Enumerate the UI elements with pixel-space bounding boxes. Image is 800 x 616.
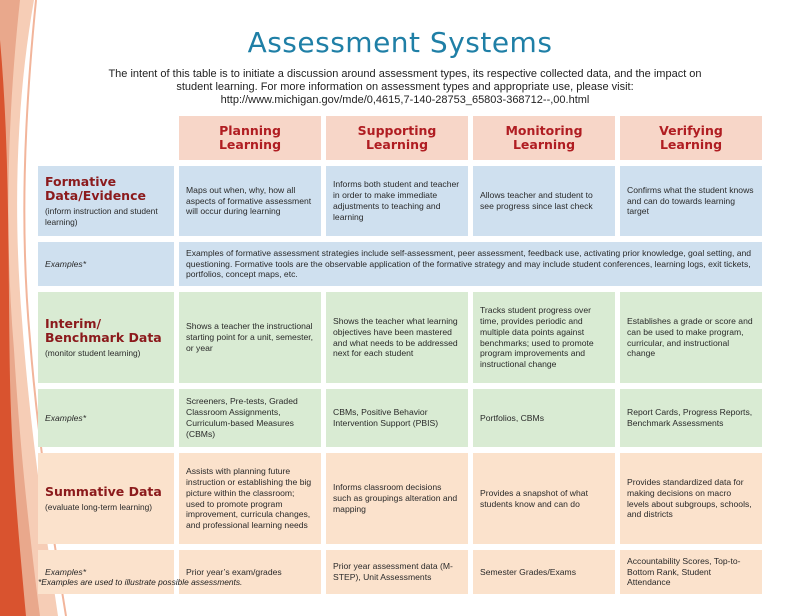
summative-supporting-cell: Informs classroom decisions such as groupings alteration and mapping [326, 453, 468, 544]
column-header-monitoring: Monitoring Learning [473, 116, 615, 160]
row-title: Interim/ Benchmark Data [45, 315, 162, 345]
summative-examples-verifying: Accountability Scores, Top-to-Bottom Rank, Student Attendance [620, 550, 762, 594]
summative-examples-label: Examples* [38, 550, 174, 594]
interim-verifying-cell: Establishes a grade or score and can be used to make program, curricular, and instructional change [620, 292, 762, 383]
interim-planning-cell: Shows a teacher the instructional starting point for a unit, semester, or year [179, 292, 321, 383]
row-header-summative [38, 453, 174, 544]
summative-examples-supporting: Prior year assessment data (M-STEP), Unit Assessments [326, 550, 468, 594]
row-header-interim [38, 292, 174, 383]
header-blank [38, 116, 174, 160]
column-header-verifying: Verifying Learning [620, 116, 762, 160]
column-header-supporting: Supporting Learning [326, 116, 468, 160]
interim-examples-monitoring: Portfolios, CBMs [473, 389, 615, 447]
row-subtitle: (evaluate long-term learning) [45, 501, 153, 512]
intro-text: The intent of this table is to initiate a discussion around assessment types, its respective collected data, and the impact on student learning. For more information on assessment types and appropriate use, please visit: http://www.michigan.gov/mde/0,4615,7-140-28753_65803-368712--,00.html [108, 68, 702, 106]
row-subtitle: (monitor student learning) [45, 347, 141, 358]
footnote: *Examples are used to illustrate possible assessments. [38, 577, 243, 587]
row-subtitle: (inform instruction and student learning) [45, 206, 158, 227]
formative-examples-label: Examples* [38, 242, 174, 286]
formative-monitoring-cell: Allows teacher and student to see progress since last check [473, 166, 615, 236]
page-title: Assessment Systems [247, 26, 553, 59]
interim-monitoring-cell: Tracks student progress over time, provides periodic and multiple data points against benchmarks; used to promote program improvements and instructional change [473, 292, 615, 383]
interim-examples-label: Examples* [38, 389, 174, 447]
summative-verifying-cell: Provides standardized data for making decisions on macro levels about subgroups, schools, and districts [620, 453, 762, 544]
column-header-planning: Planning Learning [179, 116, 321, 160]
row-title: Formative Data/Evidence [45, 174, 146, 203]
summative-examples-monitoring: Semester Grades/Exams [473, 550, 615, 594]
formative-verifying-cell: Confirms what the student knows and can do towards learning target [620, 166, 762, 236]
row-title: Summative Data [45, 483, 162, 499]
row-header-formative [38, 166, 174, 236]
summative-examples-planning: Prior year’s exam/grades [179, 550, 321, 594]
interim-examples-verifying: Report Cards, Progress Reports, Benchmark Assessments [620, 389, 762, 447]
interim-examples-supporting: CBMs, Positive Behavior Intervention Support (PBIS) [326, 389, 468, 447]
interim-examples-planning: Screeners, Pre-tests, Graded Classroom Assignments, Curriculum-based Measures (CBMs) [179, 389, 321, 447]
summative-planning-cell: Assists with planning future instruction or establishing the big picture within the classroom; used to promote program improvement, curricula changes, and professional learning needs [179, 453, 321, 544]
formative-planning-cell: Maps out when, why, how all aspects of formative assessment will occur during learning [179, 166, 321, 236]
formative-examples-text: Examples of formative assessment strategies include self-assessment, peer assessment, feedback use, activating prior knowledge, goal setting, and questioning. Formative tools are the observable application of the formative strategy and may include student conferences, learning logs, exit tickets, portfolios, concept maps, etc. [179, 242, 762, 286]
summative-monitoring-cell: Provides a snapshot of what students know and can do [473, 453, 615, 544]
interim-supporting-cell: Shows the teacher what learning objectives have been mastered and what needs to be addressed next for each student [326, 292, 468, 383]
formative-supporting-cell: Informs both student and teacher in order to make immediate adjustments to teaching and learning [326, 166, 468, 236]
